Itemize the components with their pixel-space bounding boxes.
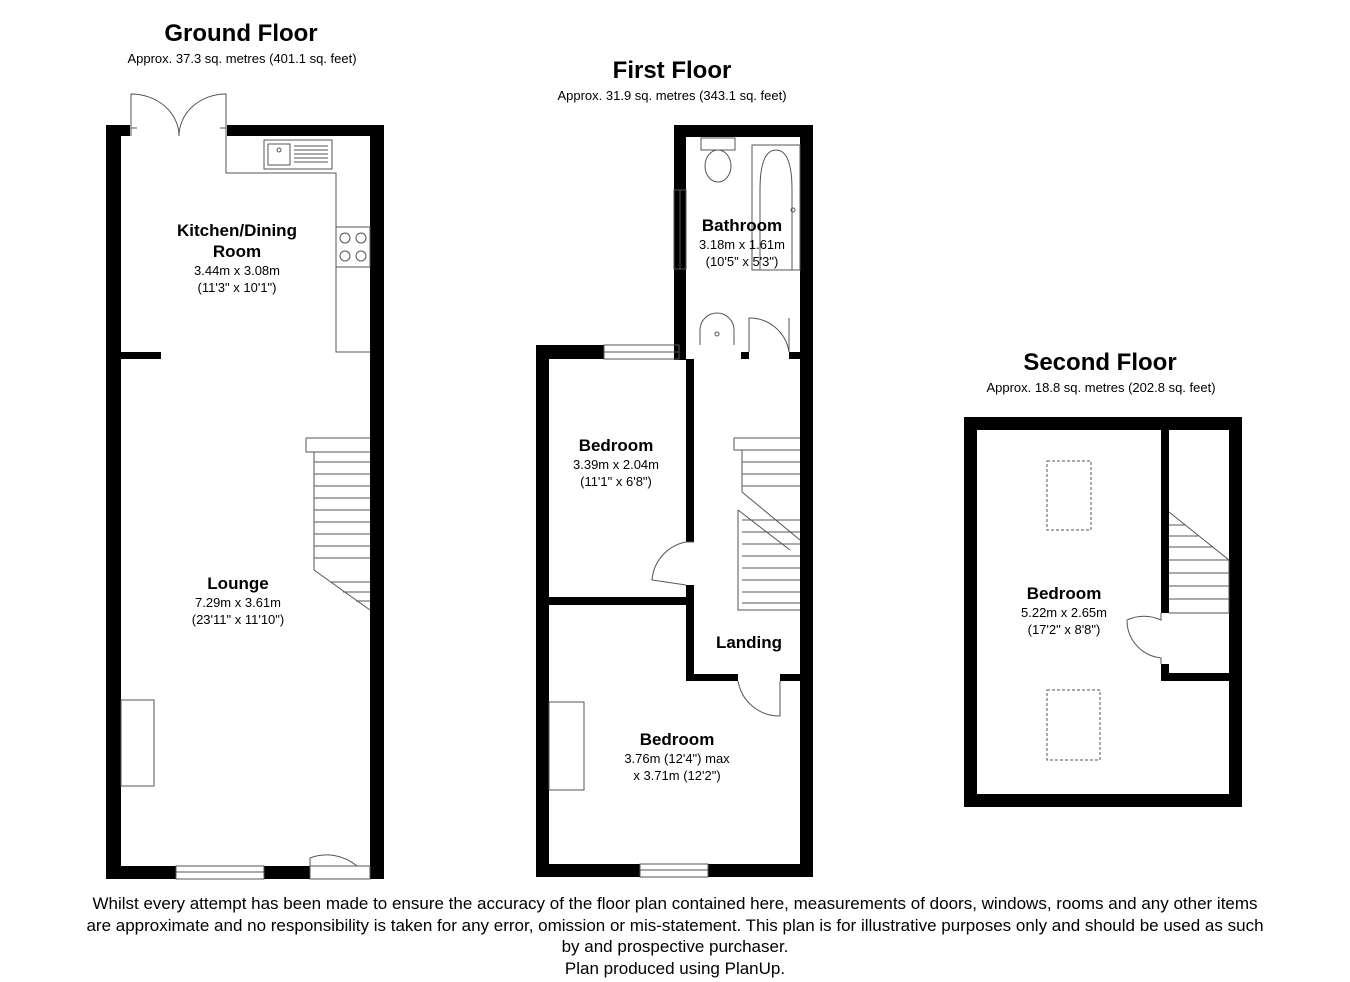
disclaimer-line: by and prospective purchaser. <box>561 937 789 956</box>
room-dimensions-imperial: (23'11" x 11'10") <box>191 612 285 627</box>
ground-floor-title: Ground Floor <box>164 20 318 47</box>
ground-front-door <box>310 855 370 879</box>
first-stairs <box>734 438 800 610</box>
fireplace-first <box>549 702 584 790</box>
disclaimer-line: are approximate and no responsibility is taken for any error, omission or mis-statement. This plan is for illustrative purposes only and should be used as such <box>86 915 1264 935</box>
first-floor-title: First Floor <box>612 57 732 84</box>
toilet <box>701 138 735 182</box>
disclaimer-line: Whilst every attempt has been made to ensure the accuracy of the floor plan contained here, measurements of doors, windows, rooms and any other items <box>92 894 1258 913</box>
room-name: Bathroom <box>701 216 783 235</box>
room-bedroom-second <box>994 583 1134 638</box>
room-name: Bedroom <box>1026 584 1102 603</box>
disclaimer-line: Plan produced using PlanUp. <box>564 958 786 978</box>
room-name: Lounge <box>207 574 269 593</box>
room-dimensions-line1: 3.76m (12'4") max <box>624 751 730 766</box>
room-dimensions-metric: 3.44m x 3.08m <box>194 263 280 278</box>
room-name: Kitchen/Dining <box>177 221 297 240</box>
room-dimensions-imperial: (11'3" x 10'1") <box>197 280 277 295</box>
room-bedroom-small <box>546 435 686 490</box>
room-dimensions-imperial: (10'5" x 5'3") <box>705 254 779 269</box>
room-bedroom-large <box>597 729 757 784</box>
room-dimensions-metric: 3.18m x 1.61m <box>699 237 785 252</box>
room-dimensions-metric: 3.39m x 2.04m <box>573 457 659 472</box>
room-dimensions-imperial: (17'2" x 8'8") <box>1027 622 1101 637</box>
first-window-rear <box>604 345 679 359</box>
room-bathroom <box>672 215 812 270</box>
fireplace-ground <box>121 700 154 786</box>
second-stairs <box>1169 512 1229 613</box>
first-window-front <box>640 864 708 877</box>
bedroom-large-door <box>738 681 780 716</box>
disclaimer <box>0 893 1350 979</box>
room-name: Bedroom <box>578 436 654 455</box>
french-doors <box>131 94 226 136</box>
first-floor-area: Approx. 31.9 sq. metres (343.1 sq. feet) <box>557 88 787 103</box>
room-lounge <box>138 573 338 628</box>
room-kitchen-dining <box>137 220 337 296</box>
room-dimensions-metric: 5.22m x 2.65m <box>1021 605 1107 620</box>
room-name: Room <box>212 242 262 261</box>
bedroom-small-door <box>652 542 694 585</box>
room-dimensions-imperial: (11'1" x 6'8") <box>580 474 652 489</box>
room-dimensions-metric: 7.29m x 3.61m <box>195 595 281 610</box>
room-landing <box>699 632 799 653</box>
second-floor-title: Second Floor <box>1023 349 1177 376</box>
basin <box>700 313 734 345</box>
room-name: Landing <box>715 633 783 652</box>
ground-floor-area: Approx. 37.3 sq. metres (401.1 sq. feet) <box>127 51 357 66</box>
room-name: Bedroom <box>639 730 715 749</box>
second-floor-area: Approx. 18.8 sq. metres (202.8 sq. feet) <box>986 380 1216 395</box>
bathroom-door <box>749 318 789 352</box>
room-dimensions-line2: x 3.71m (12'2") <box>633 768 721 783</box>
ground-window-front <box>176 866 264 879</box>
